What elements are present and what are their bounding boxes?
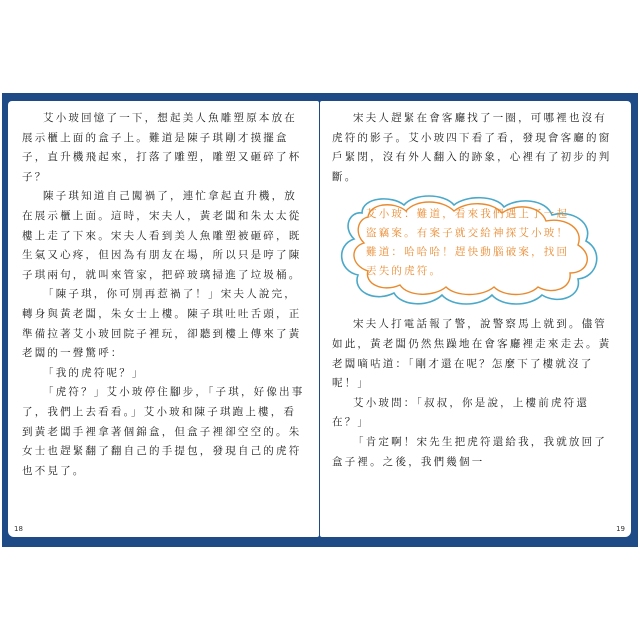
paragraph: 宋夫人打電話報了警，說警察馬上就到。儘管如此，黃老闆仍然焦躁地在會客廳裡走來走去。黃老闆嘀咕道：「剛才還在呢？怎麼下了樓就沒了呢！」: [332, 318, 612, 390]
cloud-line: 難道：哈哈哈！趕快動腦破案，找回丟失的虎符。: [366, 246, 570, 278]
left-page: [8, 101, 319, 537]
paragraph: 「肯定啊！宋先生把虎符還給我，我就放回了盒子裡。之後，我們幾個一: [332, 435, 607, 468]
paragraph: 艾小玻回憶了一下，想起美人魚雕塑原本放在展示櫃上面的盒子上。難道是陳子琪剛才摸擺盒子，直升機飛起來，打落了雕塑，雕塑又砸碎了杯子？: [22, 112, 302, 183]
paragraph: 「我的虎符呢？」: [43, 366, 145, 379]
thought-cloud: [332, 193, 612, 309]
right-page-text: [332, 109, 612, 472]
cloud-line: 艾小玻：難道，看來我們遇上了一起盜竊案。有案子就交給神探艾小玻！: [366, 208, 570, 240]
paragraph: 宋夫人趕緊在會客廳找了一圈，可哪裡也沒有虎符的影子。艾小玻四下看了看，發現會客廳的窗戶緊閉，沒有外人翻入的跡象，心裡有了初步的判斷。: [332, 112, 612, 183]
paragraph: 「陳子琪，你可別再惹禍了！」宋夫人說完，轉身與黃老闆，朱女士上樓。陳子琪吐吐舌頭，正準備拉著艾小玻回院子裡玩，卻聽到樓上傳來了黃老闆的一聲驚呼：: [22, 288, 302, 360]
page-number-left: 18: [14, 525, 23, 533]
paragraph: 陳子琪知道自己闖禍了，連忙拿起直升機，放在展示櫃上面。這時，宋夫人，黃老闆和朱太太從樓上走了下來。宋夫人看到美人魚雕塑被砸碎，既生氣又心疼，但因為有朋友在場，所以只是哼了陳子琪兩句，就叫來管家，把碎玻璃掃進了垃圾桶。: [22, 190, 302, 281]
right-page: [320, 101, 631, 537]
paragraph: 「虎符？」艾小玻停住腳步，「子琪，好像出事了，我們上去看看。」艾小玻和陳子琪跑上樓，看到黃老闆手裡拿著個錦盒，但盒子裡卻空空的。朱女士也趕緊翻了翻自己的手提包，發現自己的虎符也不見了。: [22, 386, 305, 477]
cloud-text: [366, 205, 576, 281]
left-page-text: [22, 109, 308, 481]
page-number-right: 19: [616, 525, 625, 533]
paragraph: 艾小玻問：「叔叔，你是說，上樓前虎符還在？」: [332, 396, 590, 429]
book-spread: [2, 93, 638, 547]
